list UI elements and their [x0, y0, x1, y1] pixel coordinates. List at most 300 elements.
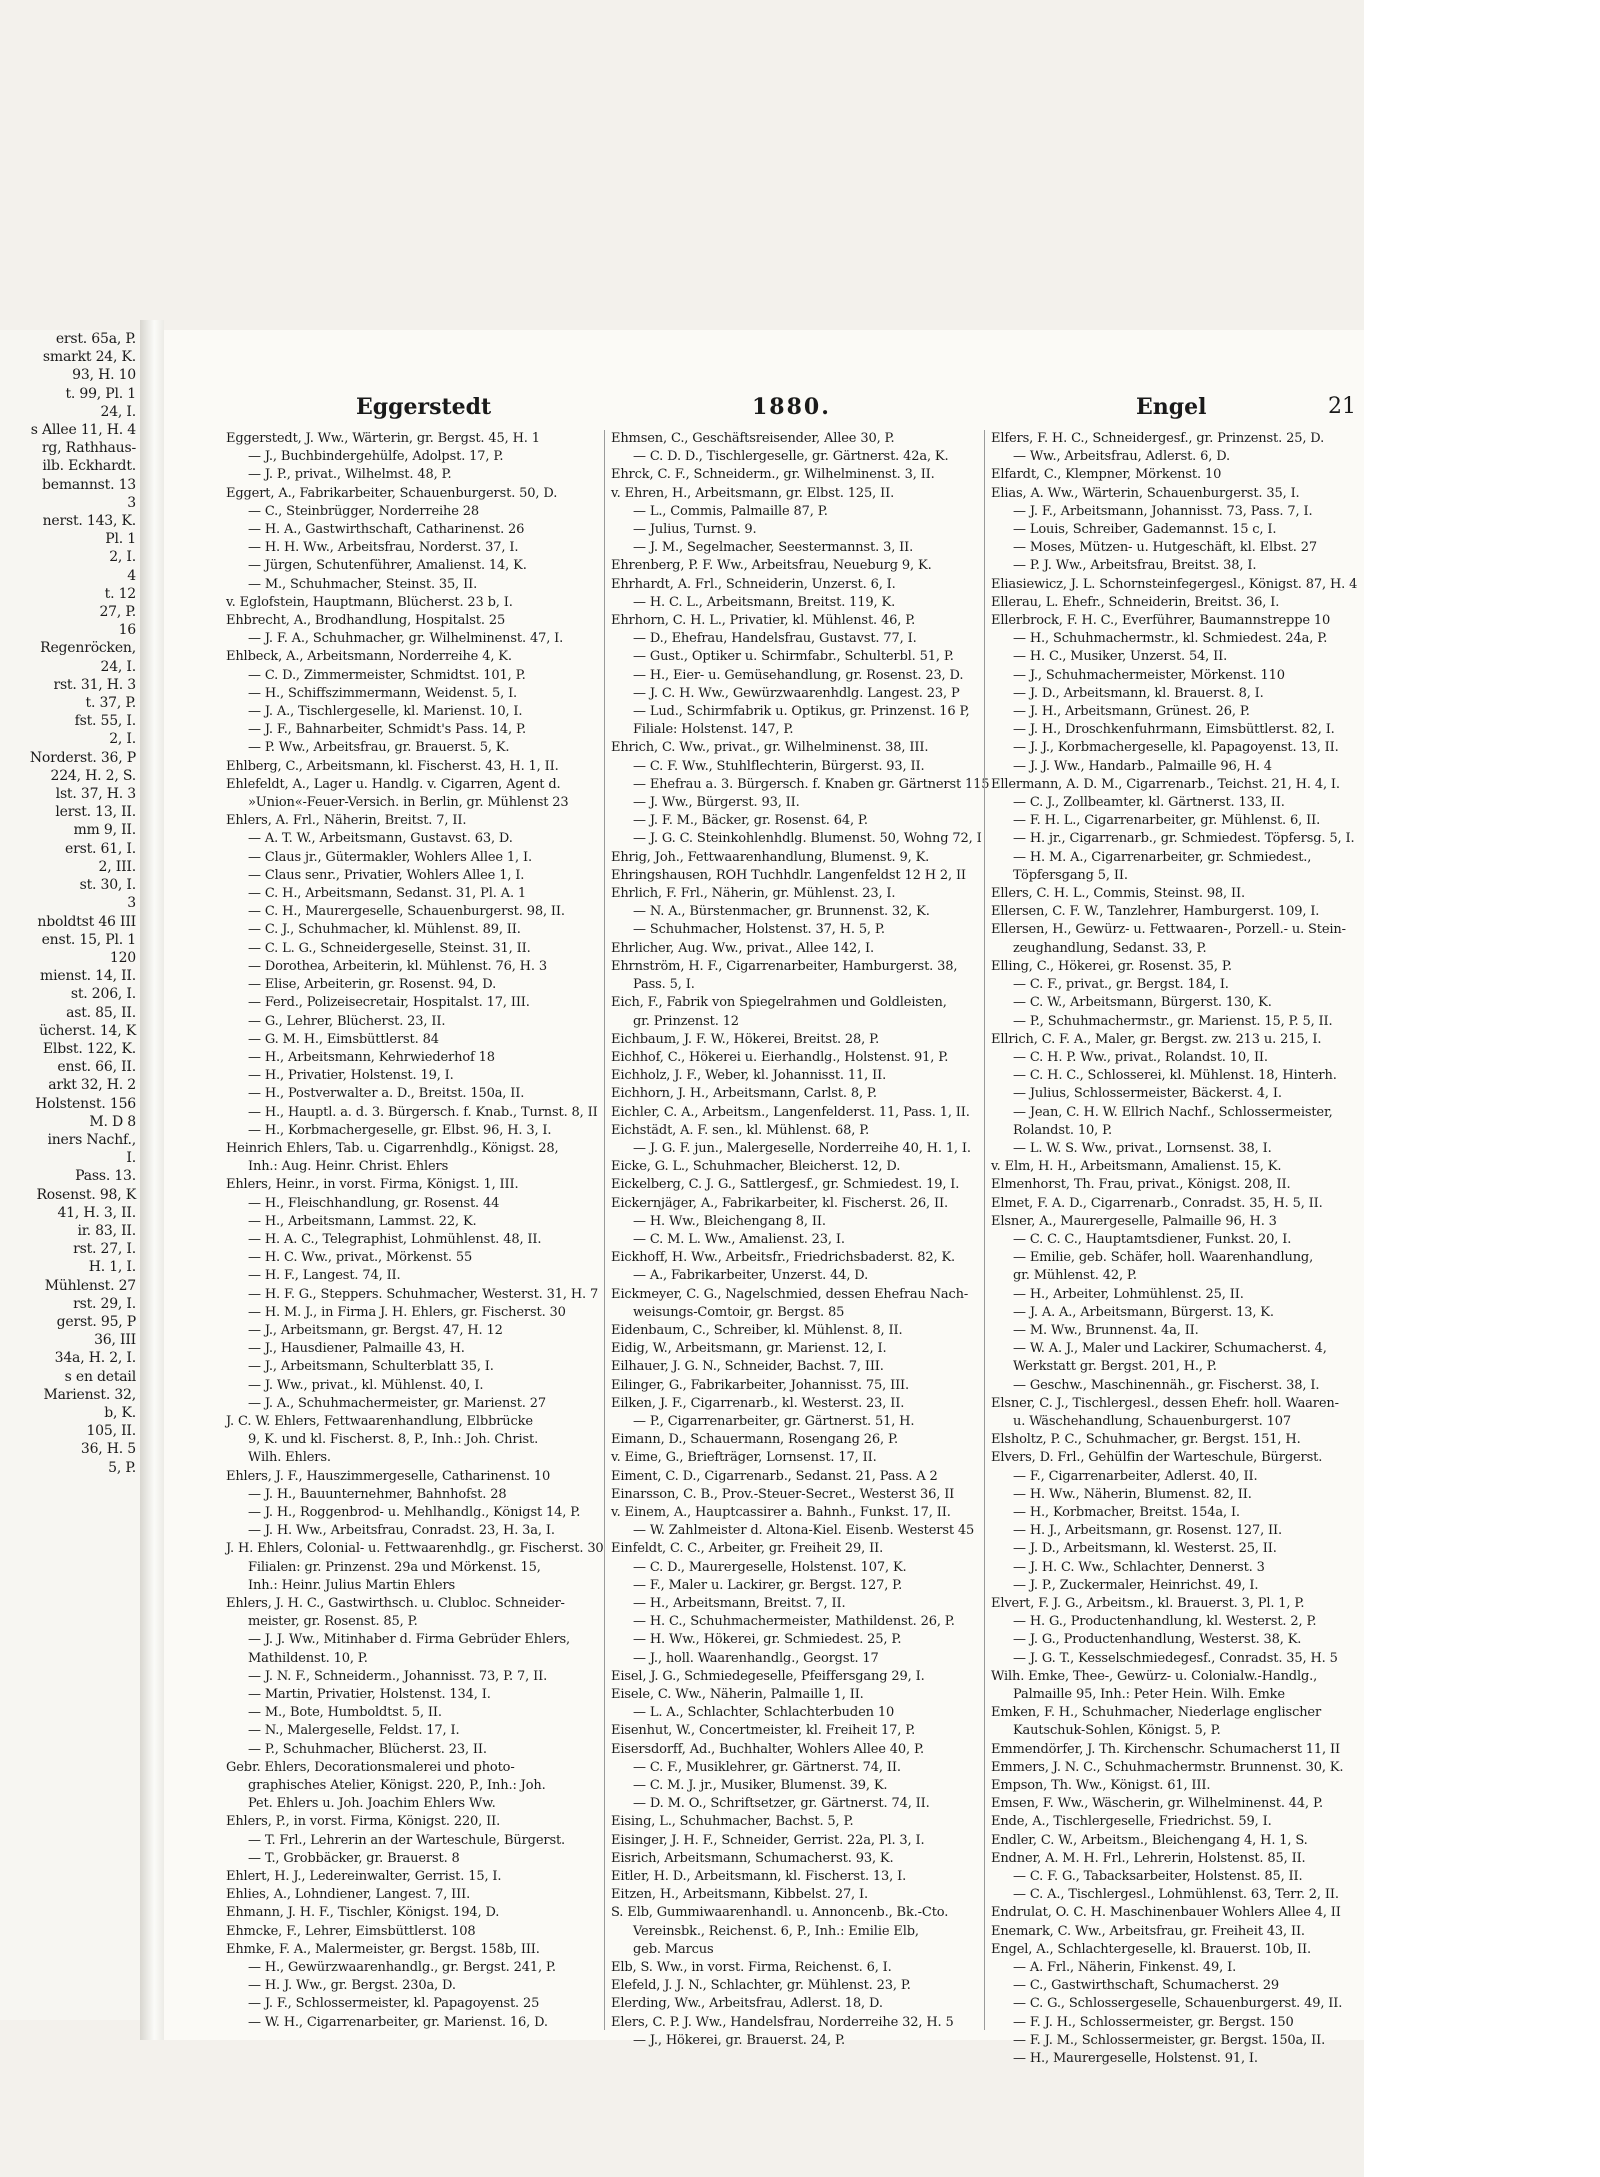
directory-entry: — H. F. G., Steppers. Schuhmacher, Westerst. 31, H. 7 — [248, 1286, 599, 1302]
directory-entry: — Gust., Optiker u. Schirmfabr., Schulterbl. 51, P. — [633, 649, 954, 665]
directory-entry: Kautschuk-Sohlen, Königst. 5, P. — [1013, 1723, 1221, 1739]
directory-entry: v. Ehren, H., Arbeitsmann, gr. Elbst. 125, II. — [611, 485, 895, 501]
directory-entry: Ehmsen, C., Geschäftsreisender, Allee 30, P. — [611, 431, 895, 446]
directory-entry: — J. D., Arbeitsmann, kl. Westerst. 25, II. — [1013, 1541, 1277, 1557]
directory-entry: — H. G., Productenhandlung, kl. Westerst. 2, P. — [1013, 1614, 1317, 1630]
fragment-line: Norderst. 36, P — [29, 749, 136, 766]
directory-entry: Einfeldt, C. C., Arbeiter, gr. Freiheit 29, II. — [611, 1541, 884, 1557]
directory-entry: — J. P., Zuckermaler, Heinrichst. 49, I. — [1013, 1577, 1259, 1593]
directory-entry: — L. A., Schlachter, Schlachterbuden 10 — [633, 1705, 895, 1721]
directory-entry: — C. H., Maurergeselle, Schauenburgerst. 98, II. — [248, 904, 565, 920]
directory-entry: Elfardt, C., Klempner, Mörkenst. 10 — [991, 467, 1222, 483]
directory-entry: Ehlies, A., Lohndiener, Langest. 7, III. — [226, 1887, 471, 1903]
directory-entry: Ehrenberg, P. F. Ww., Arbeitsfrau, Neueburg 9, K. — [611, 558, 932, 574]
directory-entry: — C. D., Maurergeselle, Holstenst. 107, K. — [633, 1559, 907, 1575]
directory-entry: — J. J., Korbmachergeselle, kl. Papagoyenst. 13, II. — [1013, 740, 1339, 756]
directory-entry: Eidenbaum, C., Schreiber, kl. Mühlenst. 8, II. — [611, 1322, 903, 1338]
directory-entry: — J. F., Bahnarbeiter, Schmidt's Pass. 14, P. — [248, 722, 526, 738]
directory-entry: Endrulat, O. C. H. Maschinenbauer Wohlers Allee 4, II — [991, 1905, 1341, 1921]
directory-entry: — C. M. J. jr., Musiker, Blumenst. 39, K. — [633, 1778, 888, 1794]
directory-entry: — A. T. W., Arbeitsmann, Gustavst. 63, D. — [248, 831, 513, 847]
directory-entry: — H. H. Ww., Arbeitsfrau, Norderst. 37, I. — [248, 540, 519, 556]
directory-entry: — H., Arbeitsmann, Kehrwiederhof 18 — [248, 1049, 495, 1065]
directory-entry: Eisele, C. Ww., Näherin, Palmaille 1, II. — [611, 1687, 864, 1703]
directory-entry: Emken, F. H., Schuhmacher, Niederlage englischer — [991, 1705, 1322, 1721]
directory-entry: — H., Hauptl. a. d. 3. Bürgersch. f. Knab., Turnst. 8, II — [248, 1104, 598, 1120]
entries-column-2 — [604, 430, 995, 2048]
directory-entry: — G. M. H., Eimsbüttlerst. 84 — [248, 1031, 439, 1047]
fragment-line: 2, I. — [109, 549, 136, 566]
fragment-line: t. 12 — [104, 585, 136, 602]
fragment-line: s en detail — [64, 1368, 136, 1385]
directory-entry: — W. H., Cigarrenarbeiter, gr. Marienst. 16, D. — [248, 2014, 548, 2030]
fragment-line: rst. 29, I. — [73, 1295, 136, 1312]
directory-entry: — J. H., Arbeitsmann, Grünest. 26, P. — [1013, 704, 1250, 720]
directory-entry: Ehmann, J. H. F., Tischler, Königst. 194, D. — [226, 1905, 500, 1921]
directory-entry: — L., Commis, Palmaille 87, P. — [633, 503, 828, 519]
directory-entry: Elsholtz, P. C., Schuhmacher, gr. Bergst. 151, H. — [991, 1432, 1301, 1448]
directory-entry: — F. J. H., Schlossermeister, gr. Bergst. 150 — [1013, 2014, 1294, 2030]
directory-entry: — Jean, C. H. W. Ellrich Nachf., Schlossermeister, — [1013, 1104, 1333, 1120]
directory-entry: — H., Privatier, Holstenst. 19, I. — [248, 1068, 454, 1084]
directory-entry: Ehrich, C. Ww., privat., gr. Wilhelminenst. 38, III. — [611, 740, 929, 756]
directory-entry: — T., Grobbäcker, gr. Brauerst. 8 — [248, 1850, 460, 1866]
directory-entry: Gebr. Ehlers, Decorationsmalerei und photo- — [226, 1759, 515, 1775]
fragment-line: erst. 61, I. — [65, 840, 136, 857]
directory-entry: J. H. Ehlers, Colonial- u. Fettwaarenhdlg., gr. Fischerst. 30 — [226, 1541, 604, 1557]
directory-entry: Eichhorn, J. H., Arbeitsmann, Carlst. 8, P. — [611, 1086, 877, 1102]
fragment-line: I. — [126, 1150, 136, 1167]
fragment-line: enst. 66, II. — [57, 1059, 136, 1076]
fragment-line: 3 — [127, 494, 136, 511]
directory-entry: — H., Korbmacher, Breitst. 154a, I. — [1013, 1504, 1240, 1520]
directory-entry: Eichstädt, A. F. sen., kl. Mühlenst. 68, P. — [611, 1122, 870, 1138]
fragment-line: 3 — [127, 895, 136, 912]
directory-entry: — J. F., Arbeitsmann, Johannisst. 73, Pass. 7, I. — [1013, 503, 1313, 519]
directory-entry: — J. C. H. Ww., Gewürzwaarenhdlg. Langest. 23, P — [633, 685, 960, 701]
fragment-line: mienst. 14, II. — [40, 968, 136, 985]
directory-entry: Palmaille 95, Inh.: Peter Hein. Wilh. Emke — [1013, 1687, 1285, 1703]
fragment-line: 36, H. 5 — [80, 1441, 136, 1458]
directory-entry: — H. J. Ww., gr. Bergst. 230a, D. — [248, 1978, 456, 1994]
directory-entry: Eitler, H. D., Arbeitsmann, kl. Fischerst. 13, I. — [611, 1869, 907, 1885]
directory-entry: — H. M. A., Cigarrenarbeiter, gr. Schmiedest., — [1013, 849, 1312, 865]
directory-entry: — Ferd., Polizeisecretair, Hospitalst. 17, III. — [248, 995, 530, 1011]
directory-entry: Eickernjäger, A., Fabrikarbeiter, kl. Fischerst. 26, II. — [611, 1195, 948, 1211]
directory-entry: — M., Bote, Humboldtst. 5, II. — [248, 1705, 442, 1721]
directory-entry: v. Einem, A., Hauptcassirer a. Bahnh., Funkst. 17, II. — [611, 1504, 951, 1520]
directory-entry: — H., Maurergeselle, Holstenst. 91, I. — [1013, 2051, 1258, 2067]
directory-entry: — J., Arbeitsmann, Schulterblatt 35, I. — [248, 1359, 494, 1375]
fragment-line: s Allee 11, H. 4 — [30, 422, 136, 439]
directory-entry: — Jürgen, Schutenführer, Amalienst. 14, K. — [248, 558, 527, 574]
directory-entry: — H., Arbeitsmann, Lammst. 22, K. — [248, 1213, 477, 1229]
directory-entry: — J. H., Droschkenfuhrmann, Eimsbüttlerst. 82, I. — [1013, 722, 1335, 738]
directory-entry: — H. A. C., Telegraphist, Lohmühlenst. 48, II. — [248, 1231, 542, 1247]
directory-entry: v. Elm, H. H., Arbeitsmann, Amalienst. 15, K. — [991, 1159, 1282, 1175]
directory-entry: Eisersdorff, Ad., Buchhalter, Wohlers Allee 40, P. — [611, 1741, 924, 1757]
directory-entry: Eichholz, J. F., Weber, kl. Johannisst. 11, II. — [611, 1068, 887, 1084]
directory-entry: Ehrlich, F. Frl., Näherin, gr. Mühlenst. 23, I. — [611, 886, 896, 902]
directory-entry: — G., Lehrer, Blücherst. 23, II. — [248, 1013, 446, 1029]
directory-entry: — P., Schuhmacher, Blücherst. 23, II. — [248, 1741, 487, 1757]
directory-entry: — Schuhmacher, Holstenst. 37, H. 5, P. — [633, 922, 885, 938]
directory-entry: Ehrhorn, C. H. L., Privatier, kl. Mühlenst. 46, P. — [611, 613, 916, 629]
directory-entry: J. C. W. Ehlers, Fettwaarenhandlung, Elbbrücke — [226, 1413, 533, 1429]
directory-entry: — J. N. F., Schneiderm., Johannisst. 73, P. 7, II. — [248, 1668, 548, 1684]
directory-entry: Elmenhorst, Th. Frau, privat., Königst. 208, II. — [991, 1177, 1291, 1193]
directory-entry: Rolandst. 10, P. — [1013, 1122, 1113, 1138]
fragment-line: Pass. 13. — [75, 1168, 136, 1185]
directory-entry: Ehlberg, C., Arbeitsmann, kl. Fischerst. 43, H. 1, II. — [226, 758, 559, 774]
directory-entry: — C. A., Tischlergesl., Lohmühlenst. 63, Terr. 2, II. — [1013, 1887, 1339, 1903]
directory-entry: — F., Maler u. Lackirer, gr. Bergst. 127, P. — [633, 1577, 903, 1593]
fragment-line: rst. 27, I. — [73, 1241, 136, 1258]
directory-entry: — H. C. L., Arbeitsmann, Breitst. 119, K. — [633, 594, 896, 610]
directory-entry: — J. H. Ww., Arbeitsfrau, Conradst. 23, H. 3a, I. — [248, 1523, 555, 1539]
directory-entry: Ehlers, P., in vorst. Firma, Königst. 220, II. — [226, 1814, 501, 1830]
fragment-line: nerst. 143, K. — [42, 513, 136, 530]
directory-entry: — C. G., Schlossergeselle, Schauenburgerst. 49, II. — [1013, 1996, 1343, 2012]
directory-entry: — Louis, Schreiber, Gademannst. 15 c, I. — [1013, 522, 1277, 538]
fragment-line: st. 30, I. — [79, 877, 136, 894]
directory-entry: Ehlefeldt, A., Lager u. Handlg. v. Cigarren, Agent d. — [226, 776, 561, 792]
directory-entry: — Claus jr., Gütermakler, Wohlers Allee 1, I. — [248, 849, 532, 865]
directory-entry: Eisel, J. G., Schmiedegeselle, Pfeiffersgang 29, I. — [611, 1668, 925, 1684]
directory-entry: Elias, A. Ww., Wärterin, Schauenburgerst. 35, I. — [991, 485, 1300, 501]
directory-entry: — H. J., Arbeitsmann, gr. Rosenst. 127, II. — [1013, 1523, 1283, 1539]
directory-entry: — F. J. M., Schlossermeister, gr. Bergst. 150a, II. — [1013, 2032, 1326, 2048]
directory-entry: — H., Eier- u. Gemüsehandlung, gr. Rosenst. 23, D. — [633, 667, 964, 683]
directory-entry: Elfers, F. H. C., Schneidergesf., gr. Prinzenst. 25, D. — [991, 431, 1325, 446]
fragment-line: smarkt 24, K. — [42, 349, 136, 366]
directory-entry: Ehrnström, H. F., Cigarrenarbeiter, Hamburgerst. 38, — [611, 958, 958, 974]
directory-entry: — J. H. C. Ww., Schlachter, Dennerst. 3 — [1013, 1559, 1265, 1575]
directory-entry: gr. Prinzenst. 12 — [633, 1013, 739, 1029]
directory-entry: — Ww., Arbeitsfrau, Adlerst. 6, D. — [1013, 449, 1231, 465]
directory-entry: — C. H. P. Ww., privat., Rolandst. 10, II. — [1013, 1049, 1268, 1065]
directory-entry: — Martin, Privatier, Holstenst. 134, I. — [248, 1687, 491, 1703]
directory-entry: Elvert, F. J. G., Arbeitsm., kl. Brauerst. 3, Pl. 1, P. — [991, 1596, 1305, 1611]
directory-entry: — F. H. L., Cigarrenarbeiter, gr. Mühlenst. 6, II. — [1013, 813, 1321, 829]
directory-entry: — J. F., Schlossermeister, kl. Papagoyenst. 25 — [248, 1996, 540, 2012]
fragment-line: 105, II. — [86, 1423, 136, 1440]
directory-entry: Elling, C., Hökerei, gr. Rosenst. 35, P. — [991, 958, 1232, 974]
directory-entry: — J. F. M., Bäcker, gr. Rosenst. 64, P. — [633, 813, 868, 829]
fragment-line: fst. 55, I. — [74, 713, 136, 730]
directory-entry: Emmers, J. N. C., Schuhmachermstr. Brunnenst. 30, K. — [991, 1759, 1344, 1775]
directory-entry: — H. Ww., Hökerei, gr. Schmiedest. 25, P. — [633, 1632, 902, 1648]
directory-entry: Endner, A. M. H. Frl., Lehrerin, Holstenst. 85, II. — [991, 1850, 1306, 1866]
directory-entry: Eichler, C. A., Arbeitsm., Langenfelderst. 11, Pass. 1, II. — [611, 1104, 970, 1120]
directory-entry: Eilhauer, J. G. N., Schneider, Bachst. 7, III. — [611, 1359, 884, 1375]
directory-entry: — F., Cigarrenarbeiter, Adlerst. 40, II. — [1013, 1468, 1258, 1484]
directory-entry: — J., Hausdiener, Palmaille 43, H. — [248, 1341, 465, 1357]
directory-entry: Ende, A., Tischlergeselle, Friedrichst. 59, I. — [991, 1814, 1272, 1830]
directory-entry: Ehringshausen, ROH Tuchhdlr. Langenfeldst 12 H 2, II — [611, 867, 966, 883]
directory-entry: — J. G. T., Kesselschmiedegesf., Conradst. 35, H. 5 — [1013, 1650, 1338, 1666]
directory-entry: Eggerstedt, J. Ww., Wärterin, gr. Bergst. 45, H. 1 — [226, 431, 540, 446]
directory-entry: Wilh. Ehlers. — [248, 1450, 331, 1466]
directory-entry: Eliasiewicz, J. L. Schornsteinfegergesl., Königst. 87, H. 4 — [991, 576, 1358, 592]
directory-entry: — Claus senr., Privatier, Wohlers Allee 1, I. — [248, 867, 525, 883]
directory-entry: — L. W. S. Ww., privat., Lornsenst. 38, I. — [1013, 1140, 1272, 1156]
directory-entry: Ehlers, J. F., Hauszimmergeselle, Catharinenst. 10 — [226, 1468, 551, 1484]
directory-entry: — C. D., Zimmermeister, Schmidtst. 101, P. — [248, 667, 526, 683]
directory-entry: — C. L. G., Schneidergeselle, Steinst. 31, II. — [248, 940, 531, 956]
entries-column-3 — [984, 430, 1375, 2067]
directory-entry: — J. G. C. Steinkohlenhdlg. Blumenst. 50, Wohng 72, I — [633, 831, 982, 847]
fragment-line: bemannst. 13 — [41, 476, 136, 493]
directory-entry: Ehlers, J. H. C., Gastwirthsch. u. Clubloc. Schneider- — [226, 1596, 565, 1611]
directory-entry: — J., Arbeitsmann, gr. Bergst. 47, H. 12 — [248, 1322, 503, 1338]
directory-entry: — H., Arbeitsmann, Breitst. 7, II. — [633, 1596, 846, 1611]
directory-entry: — C. J., Zollbeamter, kl. Gärtnerst. 133, II. — [1013, 795, 1285, 811]
directory-entry: Ellerau, L. Ehefr., Schneiderin, Breitst. 36, I. — [991, 594, 1280, 610]
directory-entry: Pet. Ehlers u. Joh. Joachim Ehlers Ww. — [248, 1796, 496, 1812]
header-last-name: Engel — [1136, 394, 1207, 420]
entries-column-1 — [226, 430, 616, 2030]
directory-entry: Elb, S. Ww., in vorst. Firma, Reichenst. 6, I. — [611, 1960, 892, 1976]
directory-entry: — H. C., Schuhmachermeister, Mathildenst. 26, P. — [633, 1614, 955, 1630]
directory-entry: Inh.: Heinr. Julius Martin Ehlers — [248, 1577, 456, 1593]
directory-entry: Eimann, D., Schauermann, Rosengang 26, P. — [611, 1432, 898, 1448]
fragment-line: mm 9, II. — [73, 822, 136, 839]
directory-entry: — J. J. Ww., Handarb., Palmaille 96, H. 4 — [1013, 758, 1272, 774]
directory-entry: — C. C. C., Hauptamtsdiener, Funkst. 20, I. — [1013, 1231, 1292, 1247]
directory-entry: u. Wäschehandlung, Schauenburgerst. 107 — [1013, 1413, 1291, 1429]
directory-entry: — D. M. O., Schriftsetzer, gr. Gärtnerst. 74, II. — [633, 1796, 930, 1812]
directory-entry: — N. A., Bürstenmacher, gr. Brunnenst. 32, K. — [633, 904, 930, 920]
header-year: 1880. — [752, 394, 831, 420]
adjacent-page-fragment — [0, 330, 142, 2020]
directory-entry: — C. F. Ww., Stuhlflechterin, Bürgerst. 93, II. — [633, 758, 925, 774]
fragment-line: 27, P. — [99, 604, 136, 621]
directory-entry: — H., Schiffszimmermann, Weidenst. 5, I. — [248, 685, 518, 701]
page-header — [164, 394, 1364, 424]
directory-entry: Eickhoff, H. Ww., Arbeitsfr., Friedrichsbaderst. 82, K. — [611, 1250, 956, 1266]
directory-entry: — J. J. Ww., Mitinhaber d. Firma Gebrüder Ehlers, — [248, 1632, 571, 1648]
fragment-line: 2, III. — [98, 858, 136, 875]
directory-entry: Ellersen, H., Gewürz- u. Fettwaaren-, Porzell.- u. Stein- — [991, 922, 1346, 938]
directory-entry: gr. Mühlenst. 42, P. — [1013, 1268, 1137, 1284]
directory-entry: Töpfersgang 5, II. — [1013, 867, 1128, 883]
fragment-line: 5, P. — [108, 1459, 136, 1476]
directory-entry: Eggert, A., Fabrikarbeiter, Schauenburgerst. 50, D. — [226, 485, 558, 501]
fragment-line: Rosenst. 98, K — [36, 1186, 136, 1203]
fragment-line: lst. 37, H. 3 — [55, 786, 136, 803]
directory-entry: — H., Fleischhandlung, gr. Rosenst. 44 — [248, 1195, 500, 1211]
directory-entry: — Geschw., Maschinennäh., gr. Fischerst. 38, I. — [1013, 1377, 1320, 1393]
directory-entry: — J. A., Schuhmachermeister, gr. Marienst. 27 — [248, 1395, 546, 1411]
directory-entry: Empson, Th. Ww., Königst. 61, III. — [991, 1778, 1211, 1794]
directory-entry: — C. F. G., Tabacksarbeiter, Holstenst. 85, II. — [1013, 1869, 1303, 1885]
directory-entry: Mathildenst. 10, P. — [248, 1650, 368, 1666]
directory-entry: — J. Ww., privat., kl. Mühlenst. 40, I. — [248, 1377, 484, 1393]
fragment-line: b, K. — [104, 1404, 136, 1421]
directory-entry: Ellersen, C. F. W., Tanzlehrer, Hamburgerst. 109, I. — [991, 904, 1320, 920]
directory-entry: — P., Schuhmachermstr., gr. Marienst. 15, P. 5, II. — [1013, 1013, 1333, 1029]
directory-entry: Ehmke, F. A., Malermeister, gr. Bergst. 158b, III. — [226, 1941, 540, 1957]
directory-entry: — C., Steinbrügger, Norderreihe 28 — [248, 503, 480, 519]
directory-entry: Ehrck, C. F., Schneiderm., gr. Wilhelminenst. 3, II. — [611, 467, 935, 483]
directory-entry: — H. F., Langest. 74, II. — [248, 1268, 401, 1284]
directory-entry: — H. M. J., in Firma J. H. Ehlers, gr. Fischerst. 30 — [248, 1304, 566, 1320]
directory-entry: — J. G. F. jun., Malergeselle, Norderreihe 40, H. 1, I. — [633, 1140, 971, 1156]
directory-entry: — C. H. C., Schlosserei, kl. Mühlenst. 18, Hinterh. — [1013, 1068, 1337, 1084]
directory-entry: — C., Gastwirthschaft, Schumacherst. 29 — [1013, 1978, 1279, 1994]
fragment-line: Regenröcken, — [40, 640, 136, 657]
directory-entry: Engel, A., Schlachtergeselle, kl. Brauerst. 10b, II. — [991, 1941, 1311, 1957]
directory-entry: Vereinsbk., Reichenst. 6, P., Inh.: Emilie Elb, — [633, 1923, 919, 1939]
fragment-line: 36, III — [94, 1332, 136, 1349]
fragment-line: ir. 83, II. — [77, 1222, 136, 1239]
directory-entry: Filiale: Holstenst. 147, P. — [633, 722, 794, 738]
directory-entry: Elsner, A., Maurergeselle, Palmaille 96, H. 3 — [991, 1213, 1277, 1229]
directory-entry: v. Eglofstein, Hauptmann, Blücherst. 23 b, I. — [226, 594, 513, 610]
directory-entry: Eich, F., Fabrik von Spiegelrahmen und Goldleisten, — [611, 995, 947, 1011]
fragment-line: lerst. 13, II. — [55, 804, 136, 821]
directory-entry: — J. H., Bauunternehmer, Bahnhofst. 28 — [248, 1486, 507, 1502]
directory-entry: — H., Arbeiter, Lohmühlenst. 25, II. — [1013, 1286, 1244, 1302]
directory-entry: Eitzen, H., Arbeitsmann, Kibbelst. 27, I. — [611, 1887, 868, 1903]
directory-entry: — N., Malergeselle, Feldst. 17, I. — [248, 1723, 460, 1739]
directory-entry: — A., Fabrikarbeiter, Unzerst. 44, D. — [633, 1268, 869, 1284]
directory-entry: Ehlers, A. Frl., Näherin, Breitst. 7, II. — [226, 813, 467, 829]
directory-entry: — C. F., Musiklehrer, gr. Gärtnerst. 74, II. — [633, 1759, 901, 1775]
directory-entry: Ellrich, C. F. A., Maler, gr. Bergst. zw. 213 u. 215, I. — [991, 1031, 1322, 1047]
fragment-line: st. 206, I. — [70, 986, 136, 1003]
directory-entry: weisungs-Comtoir, gr. Bergst. 85 — [633, 1304, 845, 1320]
directory-entry: Ehlers, Heinr., in vorst. Firma, Königst. 1, III. — [226, 1177, 519, 1193]
directory-entry: Emsen, F. Ww., Wäscherin, gr. Wilhelminenst. 44, P. — [991, 1796, 1323, 1812]
directory-entry: Ehmcke, F., Lehrer, Eimsbüttlerst. 108 — [226, 1923, 476, 1939]
fragment-line: Elbst. 122, K. — [42, 1040, 136, 1057]
fragment-line: 2, I. — [109, 731, 136, 748]
directory-entry: Wilh. Emke, Thee-, Gewürz- u. Colonialw.-Handlg., — [991, 1668, 1318, 1684]
directory-entry: Eichhof, C., Hökerei u. Eierhandlg., Holstenst. 91, P. — [611, 1049, 949, 1065]
directory-entry: — Elise, Arbeiterin, gr. Rosenst. 94, D. — [248, 977, 497, 993]
directory-entry: Enemark, C. Ww., Arbeitsfrau, gr. Freiheit 43, II. — [991, 1923, 1305, 1939]
directory-entry: Werkstatt gr. Bergst. 201, H., P. — [1013, 1359, 1217, 1375]
fragment-line: rst. 31, H. 3 — [53, 676, 136, 693]
directory-entry: — J. A. A., Arbeitsmann, Bürgerst. 13, K. — [1013, 1304, 1274, 1320]
directory-page — [164, 330, 1364, 2067]
directory-entry: Eilinger, G., Fabrikarbeiter, Johannisst. 75, III. — [611, 1377, 910, 1393]
directory-entry: — H. Ww., Näherin, Blumenst. 82, II. — [1013, 1486, 1252, 1502]
fragment-line: enst. 15, Pl. 1 — [41, 931, 136, 948]
directory-entry: graphisches Atelier, Königst. 220, P., Inh.: Joh. — [248, 1778, 546, 1794]
directory-entry: zeughandlung, Sedanst. 33, P. — [1013, 940, 1207, 956]
directory-entry: — H. jr., Cigarrenarb., gr. Schmiedest. Töpfersg. 5, I. — [1013, 831, 1355, 847]
fragment-line: arkt 32, H. 2 — [48, 1077, 136, 1094]
directory-entry: Eickelberg, C. J. G., Sattlergesf., gr. Schmiedest. 19, I. — [611, 1177, 960, 1193]
fragment-line: Marienst. 32, — [43, 1386, 136, 1403]
fragment-line: ilb. Eckhardt. — [42, 458, 136, 475]
directory-entry: Filialen: gr. Prinzenst. 29a und Mörkenst. 15, — [248, 1559, 541, 1575]
directory-entry: — H., Schuhmachermstr., kl. Schmiedest. 24a, P. — [1013, 631, 1328, 647]
directory-entry: — C. W., Arbeitsmann, Bürgerst. 130, K. — [1013, 995, 1272, 1011]
scan-margin — [1364, 0, 1600, 2177]
directory-entry: Emmendörfer, J. Th. Kirchenschr. Schumacherst 11, II — [991, 1741, 1340, 1757]
directory-entry: Heinrich Ehlers, Tab. u. Cigarrenhdlg., Königst. 28, — [226, 1140, 559, 1156]
directory-entry: Elefeld, J. J. N., Schlachter, gr. Mühlenst. 23, P. — [611, 1978, 911, 1994]
fragment-line: t. 99, Pl. 1 — [65, 385, 136, 402]
directory-entry: Ehrig, Joh., Fettwaarenhandlung, Blumenst. 9, K. — [611, 849, 930, 865]
directory-entry: — H. C. Ww., privat., Mörkenst. 55 — [248, 1250, 473, 1266]
directory-entry: — J., Buchbindergehülfe, Adolpst. 17, P. — [248, 449, 504, 465]
directory-entry: — Emilie, geb. Schäfer, holl. Waarenhandlung, — [1013, 1250, 1314, 1266]
directory-entry: — C. J., Schuhmacher, kl. Mühlenst. 89, II. — [248, 922, 521, 938]
directory-entry: meister, gr. Rosenst. 85, P. — [248, 1614, 418, 1630]
directory-entry: Eilken, J. F., Cigarrenarb., kl. Westerst. 23, II. — [611, 1395, 905, 1411]
directory-entry: Eichbaum, J. F. W., Hökerei, Breitst. 28, P. — [611, 1031, 880, 1047]
directory-entry: — C. M. L. Ww., Amalienst. 23, I. — [633, 1231, 845, 1247]
fragment-line: Holstenst. 156 — [35, 1095, 136, 1112]
directory-entry: »Union«-Feuer-Versich. in Berlin, gr. Mühlenst 23 — [248, 795, 569, 811]
fragment-line: gerst. 95, P — [56, 1313, 136, 1330]
directory-entry: — J. A., Tischlergeselle, kl. Marienst. 10, I. — [248, 704, 523, 720]
fragment-line: iners Nachf., — [47, 1131, 136, 1148]
directory-entry: — J. G., Productenhandlung, Westerst. 38, K. — [1013, 1632, 1302, 1648]
fragment-line: ücherst. 14, K — [39, 1022, 136, 1039]
directory-entry: Endler, C. W., Arbeitsm., Bleichengang 4, H. 1, S. — [991, 1832, 1308, 1848]
directory-entry: Elerding, Ww., Arbeitsfrau, Adlerst. 18, D. — [611, 1996, 883, 2012]
directory-entry: Ehbrecht, A., Brodhandlung, Hospitalst. 25 — [226, 613, 506, 629]
directory-entry: — C. D. D., Tischlergeselle, gr. Gärtnerst. 42a, K. — [633, 449, 949, 465]
directory-entry: — T. Frl., Lehrerin an der Warteschule, Bürgerst. — [248, 1832, 566, 1848]
directory-entry: — J. M., Segelmacher, Seestermannst. 3, II. — [633, 540, 914, 556]
directory-entry: Eickmeyer, C. G., Nagelschmied, dessen Ehefrau Nach- — [611, 1286, 969, 1302]
directory-entry: — H. C., Musiker, Unzerst. 54, II. — [1013, 649, 1228, 665]
directory-entry: — J. H., Roggenbrod- u. Mehlhandlg., Königst 14, P. — [248, 1504, 581, 1520]
directory-entry: Einarsson, C. B., Prov.-Steuer-Secret., Westerst 36, II — [611, 1486, 955, 1502]
directory-entry: — P. Ww., Arbeitsfrau, gr. Brauerst. 5, K. — [248, 740, 510, 756]
directory-entry: — Julius, Schlossermeister, Bäckerst. 4, I. — [1013, 1086, 1282, 1102]
directory-entry: Ellerbrock, F. H. C., Everführer, Baumannstreppe 10 — [991, 613, 1331, 629]
directory-entry: geb. Marcus — [633, 1941, 714, 1957]
directory-entry: Ehrlicher, Aug. Ww., privat., Allee 142, I. — [611, 940, 875, 956]
directory-entry: Elsner, C. J., Tischlergesl., dessen Ehefr. holl. Waaren- — [991, 1395, 1339, 1411]
directory-entry: Elmet, F. A. D., Cigarrenarb., Conradst. 35, H. 5, II. — [991, 1195, 1323, 1211]
directory-entry: Ehrhardt, A. Frl., Schneiderin, Unzerst. 6, I. — [611, 576, 896, 592]
directory-entry: Eiment, C. D., Cigarrenarb., Sedanst. 21, Pass. A 2 — [611, 1468, 938, 1484]
directory-entry: 9, K. und kl. Fischerst. 8, P., Inh.: Joh. Christ. — [248, 1432, 539, 1448]
fragment-line: 24, I. — [100, 658, 136, 675]
fragment-line: erst. 65a, P. — [55, 331, 136, 347]
fragment-line: M. D 8 — [89, 1113, 136, 1130]
directory-entry: — J. P., privat., Wilhelmst. 48, P. — [248, 467, 452, 483]
fragment-line: 4 — [127, 567, 136, 584]
directory-entry: Ellers, C. H. L., Commis, Steinst. 98, II. — [991, 886, 1245, 902]
directory-entry: Eising, L., Schuhmacher, Bachst. 5, P. — [611, 1814, 854, 1830]
page-number: 21 — [1328, 394, 1356, 419]
directory-entry: — P., Cigarrenarbeiter, gr. Gärtnerst. 51, H. — [633, 1413, 915, 1429]
fragment-line: 16 — [118, 622, 136, 639]
directory-entry: Ehlert, H. J., Ledereinwalter, Gerrist. 15, I. — [226, 1869, 502, 1885]
directory-entry: — J., holl. Waarenhandlg., Georgst. 17 — [633, 1650, 879, 1666]
directory-entry: — J. D., Arbeitsmann, kl. Brauerst. 8, I. — [1013, 685, 1264, 701]
directory-entry: S. Elb, Gummiwaarenhandl. u. Annoncenb., Bk.-Cto. — [611, 1905, 949, 1921]
fragment-line: 24, I. — [100, 403, 136, 420]
fragment-line: 120 — [109, 949, 136, 966]
directory-entry: — P. J. Ww., Arbeitsfrau, Breitst. 38, I. — [1013, 558, 1257, 574]
directory-entry: — W. A. J., Maler und Lackirer, Schumacherst. 4, — [1013, 1341, 1327, 1357]
fragment-line: H. 1, I. — [88, 1259, 136, 1276]
directory-entry: — M., Schuhmacher, Steinst. 35, II. — [248, 576, 478, 592]
fragment-line: ast. 85, II. — [66, 1004, 136, 1021]
directory-entry: — H., Gewürzwaarenhandlg., gr. Bergst. 241, P. — [248, 1960, 556, 1976]
